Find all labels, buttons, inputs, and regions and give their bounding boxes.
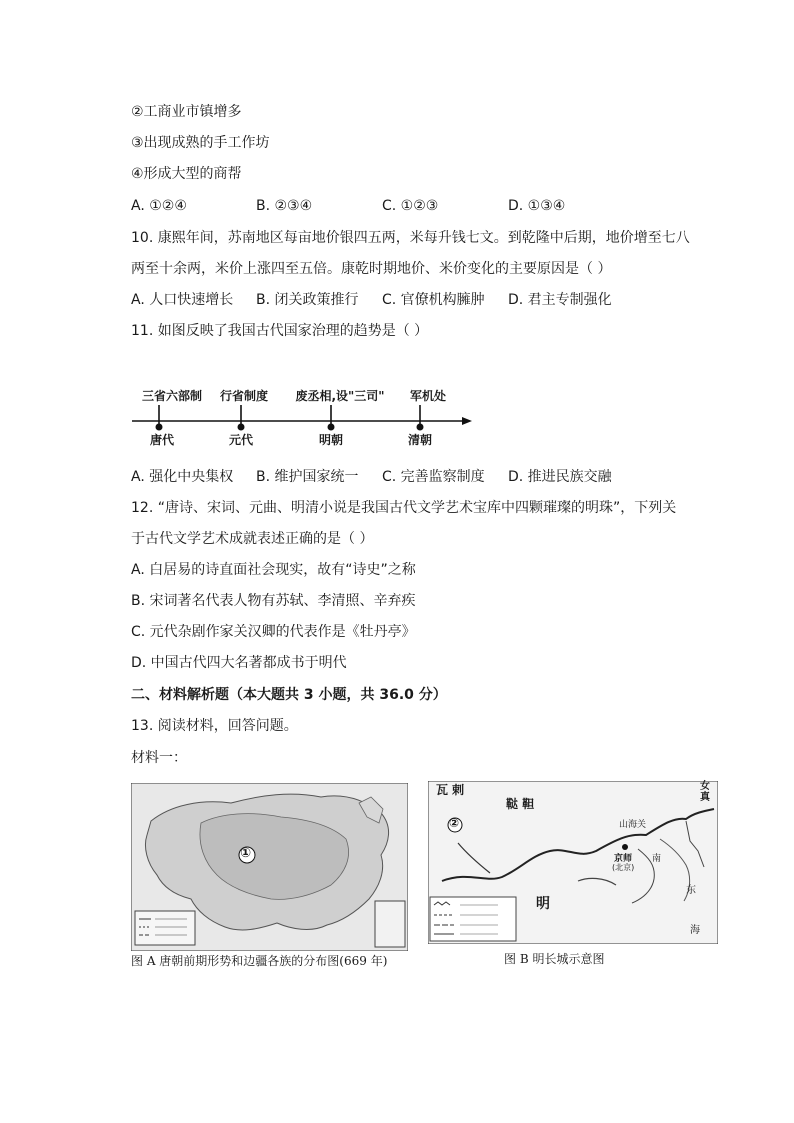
option-line-2: ②工商业市镇增多 — [131, 104, 242, 120]
map-b-label-capital: 京师 — [614, 854, 633, 864]
timeline-dot-4 — [417, 424, 424, 431]
map-a-graphic — [131, 783, 408, 951]
q11-option-a: A. 强化中央集权 — [131, 469, 234, 485]
timeline-dot-2 — [238, 424, 245, 431]
map-b-label-sea: 海 — [690, 925, 700, 936]
q9-option-b: B. ②③④ — [256, 198, 313, 214]
q9-option-a: A. ①②④ — [131, 198, 187, 214]
timeline-era-4: 清朝 — [407, 433, 433, 447]
q10-option-a: A. 人口快速增长 — [131, 292, 234, 308]
q9-option-c: C. ①②③ — [382, 198, 439, 214]
section-2-heading: 二、材料解析题（本大题共 3 小题，共 36.0 分） — [131, 687, 447, 703]
q11-timeline — [130, 383, 475, 453]
timeline-event-1: 三省六部制 — [141, 389, 203, 403]
q10-option-c: C. 官僚机构臃肿 — [382, 292, 485, 308]
q10-option-d: D. 君主专制强化 — [508, 292, 612, 308]
map-b-label-tatar: 鞑 靼 — [506, 797, 535, 811]
q13-stem: 13. 阅读材料，回答问题。 — [131, 718, 298, 734]
map-b-label-nw: 瓦 剌 — [436, 783, 465, 797]
q12-option-b: B. 宋词著名代表人物有苏轼、李清照、辛弃疾 — [131, 593, 416, 609]
timeline-event-2: 行省制度 — [219, 389, 269, 403]
timeline-era-2: 元代 — [228, 433, 254, 447]
q10-stem-line1: 10. 康熙年间，苏南地区每亩地价银四五两，米每升钱七文。到乾隆中后期，地价增至七八 — [131, 230, 690, 246]
q12-stem-line1: 12. “唐诗、宋词、元曲、明清小说是我国古代文学艺术宝库中四颗璀璨的明珠”，下列关 — [131, 500, 677, 516]
timeline-arrowhead — [462, 417, 472, 425]
q10-stem-line2: 两至十余两，米价上涨四至五倍。康乾时期地价、米价变化的主要原因是（ ） — [131, 261, 612, 277]
option-line-4: ④形成大型的商帮 — [131, 166, 242, 182]
q12-stem-line2: 于古代文学艺术成就表述正确的是（ ） — [131, 531, 374, 547]
map-b-label-pass: 山海关 — [619, 820, 647, 830]
q11-option-d: D. 推进民族交融 — [508, 469, 612, 485]
map-b-label-capital-note: (北京) — [612, 863, 635, 872]
timeline-dot-1 — [156, 424, 163, 431]
q11-option-b: B. 维护国家统一 — [256, 469, 359, 485]
map-a-marker: ① — [240, 846, 252, 861]
q13-material-label: 材料一： — [131, 750, 187, 766]
timeline-era-3: 明朝 — [318, 433, 344, 447]
q12-option-c: C. 元代杂剧作家关汉卿的代表作是《牡丹亭》 — [131, 624, 416, 640]
timeline-dot-3 — [328, 424, 335, 431]
timeline-event-4: 军机处 — [409, 389, 447, 403]
q10-option-b: B. 闭关政策推行 — [256, 292, 359, 308]
q11-stem: 11. 如图反映了我国古代国家治理的趋势是（ ） — [131, 323, 429, 339]
q12-option-d: D. 中国古代四大名著都成书于明代 — [131, 655, 347, 671]
q9-option-d: D. ①③④ — [508, 198, 566, 214]
map-b-label-south: 南 — [652, 854, 662, 864]
map-b-graphic — [428, 781, 718, 944]
map-b-label-jurchen: 女 真 — [700, 781, 710, 803]
map-a — [131, 783, 408, 951]
option-line-3: ③出现成熟的手工作坊 — [131, 135, 270, 151]
map-b-caption: 图 B 明长城示意图 — [504, 952, 605, 966]
map-b-label-ming: 明 — [536, 896, 550, 912]
q12-option-a: A. 白居易的诗直面社会现实，故有“诗史”之称 — [131, 562, 416, 578]
timeline-event-3: 废丞相,设"三司" — [295, 389, 385, 403]
map-b — [428, 781, 718, 944]
map-b-label-east: 东 — [686, 885, 696, 896]
map-a-caption: 图 A 唐朝前期形势和边疆各族的分布图(669 年) — [131, 954, 388, 968]
map-b-marker: ② — [449, 816, 460, 830]
timeline-era-1: 唐代 — [149, 433, 175, 447]
q11-option-c: C. 完善监察制度 — [382, 469, 485, 485]
